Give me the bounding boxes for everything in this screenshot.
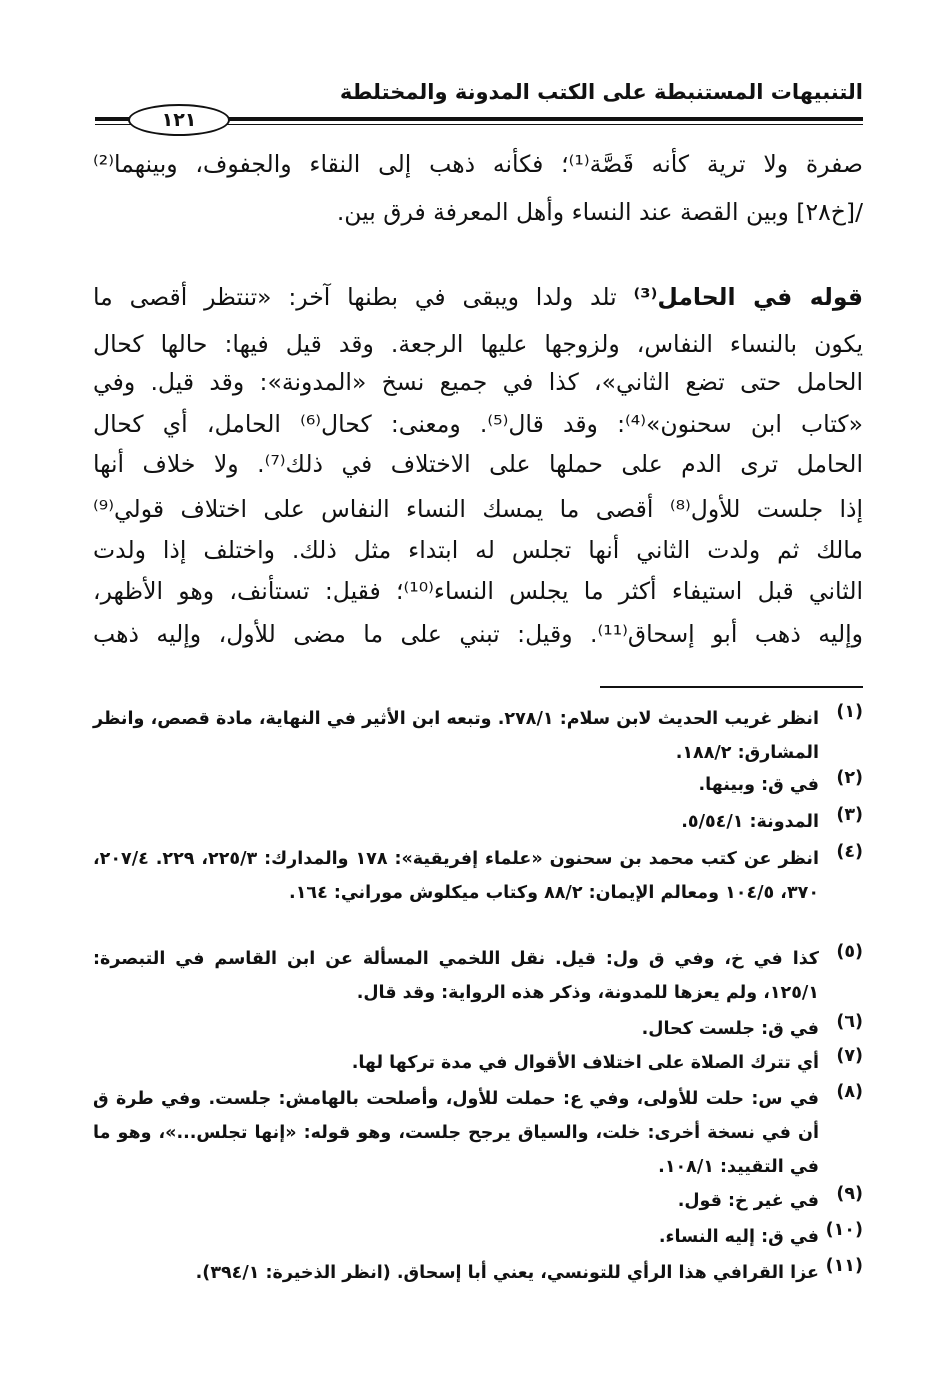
footnote-number: (١)	[836, 702, 863, 722]
footnote-text: كذا في خ، وفي ق ول: قيل. نقل اللخمي المسألة عن ابن القاسم في التبصرة: ١٢٥/١، ولم يعزها للمدونة، وذكر هذه الرواية: وقد قال.	[93, 949, 819, 1003]
footnote-text: المدونة: ٥/٥٤/١.	[681, 812, 819, 832]
footnote-text: في ق: جلست كحال.	[641, 1019, 819, 1039]
footnote-text: في س: حلت للأولى، وفي ع: حملت للأول، وأصلحت بالهامش: جلست. وفي طرة ق أن في نسخة أخرى: خلت، والسياق يرجح جلست، وهو قوله: «إنها تجلس...»، وهو ما في التقييد: ١٠٨/١.	[93, 1089, 819, 1177]
footnote-number: (٥)	[836, 942, 863, 962]
body-line-6: «كتاب ابن سحنون»⁽⁴⁾: وقد قال⁽⁵⁾. ومعنى: كحال⁽⁶⁾ الحامل، أي كحال	[93, 410, 863, 438]
body-line-11: وإليه ذهب أبو إسحاق⁽¹¹⁾. وقيل: تبني على ما مضى للأول، وإليه ذهب	[93, 620, 863, 648]
body-line-4: يكون بالنساء النفاس، ولزوجها عليها الرجعة. وقد قيل فيها: حالها كحال	[93, 330, 863, 358]
footnote-number: (٨)	[836, 1082, 863, 1102]
footnote-9	[93, 1184, 863, 1218]
body-line-2: /[خ٢٨] وبين القصة عند النساء وأهل المعرفة فرق بين.	[336, 198, 863, 226]
footnote-number: (١٠)	[825, 1220, 863, 1240]
footnote-number: (٧)	[836, 1046, 863, 1066]
footnote-3	[93, 805, 863, 839]
body-line-7: الحامل ترى الدم على حملها على الاختلاف في ذلك⁽⁷⁾. ولا خلاف أنها	[93, 450, 863, 478]
footnote-5	[93, 942, 863, 1010]
footnote-text: في غير خ: قول.	[677, 1191, 819, 1211]
footnote-number: (١١)	[825, 1256, 863, 1276]
page-number: ١٢١	[128, 104, 230, 136]
footnote-8	[93, 1082, 863, 1184]
body-line-8: إذا جلست للأول⁽⁸⁾ أقصى ما يمسك النساء النفاس على اختلاف قولي⁽⁹⁾	[93, 495, 864, 523]
footnote-number: (٣)	[836, 805, 863, 825]
footnote-text: في ق: وبينها.	[698, 775, 819, 795]
footnote-7	[93, 1046, 863, 1080]
footnote-4	[93, 842, 863, 910]
body-line-1: صفرة ولا ترية كأنه قَصَّة⁽¹⁾؛ فكأنه ذهب إلى النقاء والجفوف، وبينهما⁽²⁾	[93, 150, 863, 178]
footnote-text: انظر غريب الحديث لابن سلام: ٢٧٨/١. وتبعه ابن الأثير في النهاية، مادة قصص، وانظر المشارق: ١٨٨/٢.	[93, 709, 820, 763]
footnote-text: انظر عن كتب محمد بن سحنون «علماء إفريقية»: ١٧٨ والمدارك: ٢٢٥/٣، ٢٢٩. ٢٠٧/٤، ٣٧٠، ١٠٤/٥ ومعالم الإيمان: ٨٨/٢ وكتاب ميكلوش موراني: ١٦٤.	[93, 849, 819, 903]
footnote-separator	[600, 686, 863, 688]
footnote-number: (٦)	[836, 1012, 863, 1032]
footnote-1	[93, 702, 863, 770]
footnote-2	[93, 768, 863, 802]
body-line-5: الحامل حتى تضع الثاني»، كذا في جميع نسخ «المدونة»: وقد قيل. وفي	[93, 368, 863, 396]
footnote-11	[93, 1256, 863, 1290]
body-line-10: الثاني قبل استيفاء أكثر ما يجلس النساء⁽¹⁰⁾؛ فقيل: تستأنف، وهو الأظهر،	[93, 577, 864, 605]
footnote-number: (٢)	[836, 768, 863, 788]
running-header-title: التنبيهات المستنبطة على الكتب المدونة والمختلطة	[339, 80, 863, 104]
footnote-text: أي تترك الصلاة على اختلاف الأقوال في مدة تركها لها.	[351, 1053, 819, 1073]
body-line-3-text: تلد ولدا ويبقى في بطنها آخر: «تنتظر أقصى ما	[93, 283, 617, 311]
footnote-text: في ق: إليه النساء.	[658, 1227, 819, 1247]
body-line-3	[93, 283, 863, 311]
body-line-9: مالك ثم ولدت الثاني أنها تجلس له ابتداء مثل ذلك. واختلف إذا ولدت	[93, 536, 863, 564]
footnote-10	[93, 1220, 863, 1254]
footnote-number: (٤)	[836, 842, 863, 862]
footnote-6	[93, 1012, 863, 1046]
lead-phrase: قوله في الحامل⁽³⁾	[633, 283, 863, 311]
footnote-text: عزا القرافي هذا الرأي للتونسي، يعني أبا إسحاق. (انظر الذخيرة: ٣٩٤/١).	[195, 1263, 819, 1283]
footnote-number: (٩)	[836, 1184, 863, 1204]
